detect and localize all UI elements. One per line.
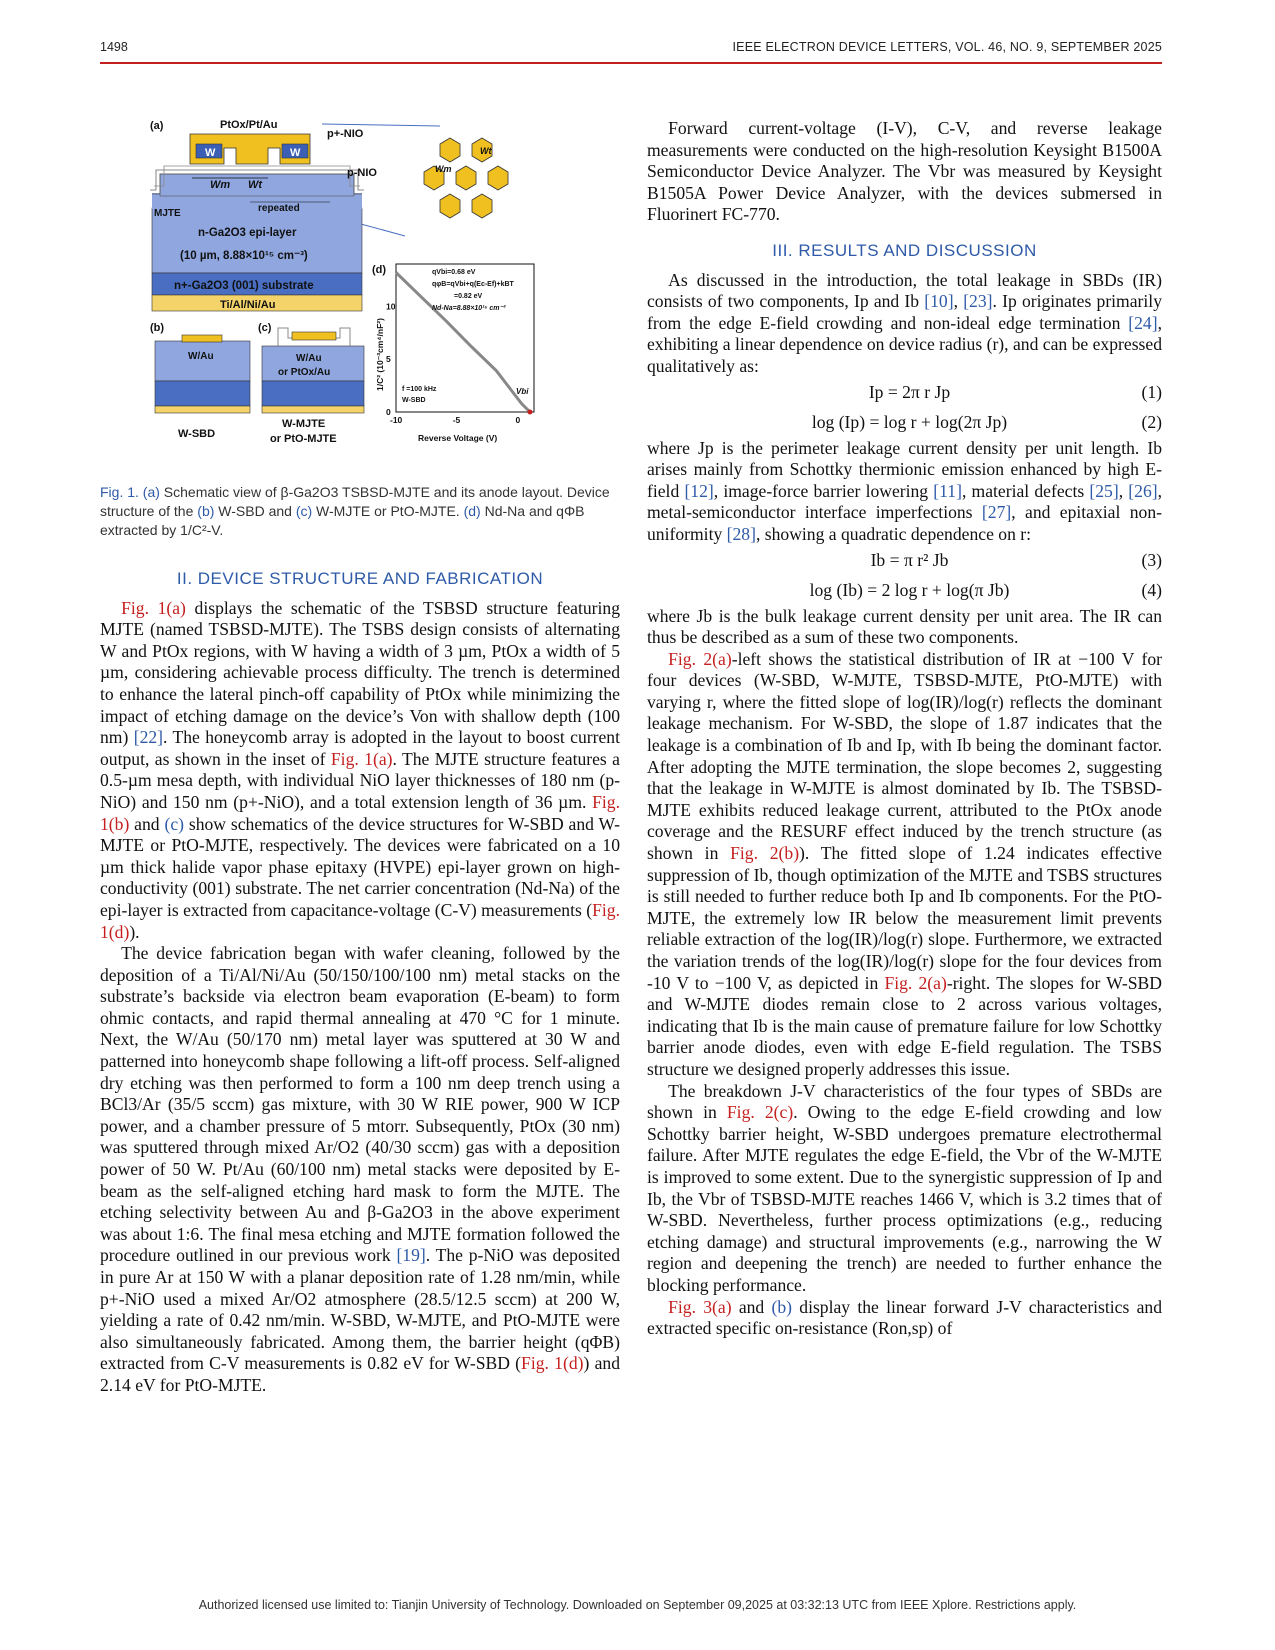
chart-d-xtick-label: 0 xyxy=(515,415,521,425)
chart-d-ytick-label: 10 xyxy=(386,301,396,312)
equation-2: log (Ip) = log r + log(2π Jp) (2) xyxy=(811,411,1162,432)
section-3-title: III. RESULTS AND DISCUSSION xyxy=(772,240,1037,260)
equation-4: log (Ib) = 2 log r + log(π Jb) (4) xyxy=(809,579,1162,600)
chart-d-vbi-point xyxy=(527,410,532,415)
w-label-2: W xyxy=(290,147,301,159)
fig-link[interactable]: Fig. 2(a) xyxy=(668,648,732,669)
epi-label: n-Ga2O3 epi-layer xyxy=(198,227,297,239)
fig-link[interactable]: Fig. 3(a) xyxy=(668,1296,732,1317)
wt-label: Wt xyxy=(248,179,263,191)
citation-link[interactable]: [25] xyxy=(1089,480,1119,501)
d-annot-1: qVbi=0.68 eV xyxy=(432,269,476,276)
citation-link[interactable]: [28] xyxy=(726,523,756,544)
chart-d-xtick-label: -10 xyxy=(390,415,403,425)
panel-a-label: (a) xyxy=(150,120,164,132)
paragraph: The breakdown J-V characteristics of the four types of SBDs are shown in Fig. 2(c). Owing to the edge E-field crowding and low Schottky barrier height, W-SBD undergoes premature electrothermal failure. After MJTE regulates the edge E-field, the Vbr of the W-MJTE is improved to some extent. Due to the synergistic suppression of Ip and Ib, the Vbr of TSBSD-MJTE reaches 1466 V, which is 3.2 times that of W-SBD. Nevertheless, further process optimizations (e.g., reducing etching damage) and structural improvements (e.g., narrowing the W region and deepening the trench) are needed to further enhance the blocking performance. xyxy=(647,1080,1162,1295)
d-annot-3: =0.82 eV xyxy=(454,293,483,300)
fig-link[interactable]: Fig. 1(d) xyxy=(100,899,620,942)
section-2-title: II. DEVICE STRUCTURE AND FABRICATION xyxy=(176,569,544,588)
citation-link[interactable]: [12] xyxy=(684,480,714,501)
panel-d-label: (d) xyxy=(372,264,387,276)
fig-link[interactable]: (c) xyxy=(164,813,184,834)
pplus-nio-label: p+-NIO xyxy=(327,128,364,140)
citation-link[interactable]: [24] xyxy=(1128,312,1158,333)
d-annot-4: Nd-Na=8.88×10¹⁵ cm⁻³ xyxy=(432,305,506,312)
d-annot-6: W-SBD xyxy=(402,397,426,404)
backside-label: Ti/Al/Ni/Au xyxy=(220,299,276,311)
d-ylabel: 1/C² (10⁻³cm⁴/nF²) xyxy=(375,318,385,391)
paragraph: where Jb is the bulk leakage current density per unit area. The IR can thus be described as a sum of these two components. xyxy=(647,605,1162,648)
citation-link[interactable]: [19] xyxy=(396,1245,426,1266)
hex-wt-label: Wt xyxy=(480,146,492,156)
b-metal-label: W/Au xyxy=(188,351,214,362)
honeycomb-inset xyxy=(424,138,508,218)
caption-d[interactable]: (d) xyxy=(463,503,481,519)
caption-fig-label: Fig. 1. xyxy=(100,484,139,500)
paragraph: Fig. 2(a)-left shows the statistical distribution of IR at −100 V for four devices (W-SBD, W-MJTE, TSBSD-MJTE, PtO-MJTE) with varying r, where the fitted slope of log(IR)/log(r) reflects the dominant leakage mechanism. For W-SBD, the slope of 1.87 indicates that the leakage is a combination of Ib and Ip, with Ib being the dominant factor. After adopting the MJTE termination, the slope becomes 2, suggesting that the leakage in W-MJTE is almost dominated by Ib. The TSBSD-MJTE exhibits reduced leakage current, attributed to the PtOx anode coverage and the RESURF effect induced by the trench structure (as shown in Fig. 2(b)). The fitted slope of 1.24 indicates effective suppression of Ib, though optimization of the MJTE and TSBS structures is still needed to further reduce both Ip and Ib components. For the PtO-MJTE, the extremely low IR below the measurement limit prevents reliable extraction of the log(IR)/log(r) slope. Furthermore, we extracted the variation trends of the log(IR)/log(r) slope for the four devices from -10 V to −100 V, as depicted in Fig. 2(a)-right. The slopes for W-SBD and W-MJTE diodes remain close to 2 across various voltages, indicating that Ib is the main cause of premature failure for low Schottky barrier anode diodes, even with edge E-field regulation. The TSBS structure we designed properly addresses this issue. xyxy=(647,648,1163,1079)
fig-link[interactable]: Fig. 2(a) xyxy=(884,972,947,993)
footer-license: Authorized licensed use limited to: Tianjin University of Technology. Downloaded on September 09,2025 at 03:32:13 UTC from IEEE Xplore. Restrictions apply. xyxy=(198,1598,1077,1612)
d-annot-5: f =100 kHz xyxy=(402,386,437,393)
paragraph: As discussed in the introduction, the total leakage in SBDs (IR) consists of two components, Ip and Ib [10], [23]. Ip originates primarily from the edge E-field crowding and non-ideal edge termination [24], exhibiting a linear dependence on device radius (r), and can be expressed qualitatively as: xyxy=(647,269,1162,376)
left-column xyxy=(100,568,620,1397)
wm-label: Wm xyxy=(210,179,231,191)
citation-link[interactable]: [22] xyxy=(133,727,164,748)
d-annot-2: qφB=qVbi+q(Ec-Ef)+kBT xyxy=(432,281,514,288)
header-rule xyxy=(100,62,1162,64)
equation-1: Ip = 2π r Jp (1) xyxy=(868,381,1162,402)
paragraph: The device fabrication began with wafer cleaning, followed by the deposition of a Ti/Al/Ni/Au (50/150/100/100 nm) metal stacks on the substrate’s backside via electron beam evaporation (E-beam) to form ohmic contacts, and rapid thermal annealing at 470 °C for 1 minute. Next, the W/Au (50/170 nm) metal layer was sputtered at 30 W and patterned into honeycomb shape following a lift-off process. Self-aligned dry etching was then performed to form a 100 nm deep trench using a BCl3/Ar (35/5 sccm) gas mixture, with 30 W RIE power, 900 W ICP power, and a chamber pressure of 5 mtorr. Subsequently, PtOx (30 nm) was sputtered through mixed Ar/O2 (40/30 sccm) gas with a deposition power of 50 W. Pt/Au (60/100 nm) metal stacks were deposited by E-beam as the self-aligned etching hard mask to form the MJTE. The etching selectivity between Au and β-Ga2O3 in the above experiment was about 1:6. The final mesa etching and MJTE formation followed the procedure outlined in our previous work [19]. The p-NiO was deposited in pure Ar at 150 W with a planar deposition rate of 1.28 nm/min, while p+-NiO used a mixed Ar/O2 atmosphere (28.5/12.5 sccm) at 200 W, yielding a rate of 0.42 nm/min. W-SBD, W-MJTE, and PtO-MJTE were also simultaneously fabricated. Among them, the barrier height (qΦB) extracted from C-V measurements is 0.82 eV for W-SBD (Fig. 1(d)) and 2.14 eV for PtO-MJTE. xyxy=(100,943,620,1395)
anode-label: PtOx/Pt/Au xyxy=(220,119,278,131)
mjte-label: MJTE xyxy=(154,208,181,219)
figure-1-caption xyxy=(100,483,625,540)
d-vbi-label: Vbi xyxy=(516,387,529,396)
citation-link[interactable]: [26] xyxy=(1128,480,1158,501)
epi-spec-label: (10 µm, 8.88×10¹⁵ cm⁻³) xyxy=(180,250,308,262)
citation-link[interactable]: [23] xyxy=(963,291,993,312)
panel-b-label: (b) xyxy=(150,322,165,334)
wsbd-label: W-SBD xyxy=(178,428,216,440)
chart-d-ytick-label: 5 xyxy=(386,354,391,365)
caption-b[interactable]: (b) xyxy=(197,503,215,519)
right-column xyxy=(647,118,1162,1340)
panel-c-label: (c) xyxy=(258,322,272,334)
p-nio-label: p-NIO xyxy=(347,167,377,179)
chart-d-xtick-label: -5 xyxy=(452,415,461,425)
citation-link[interactable]: [10] xyxy=(924,291,954,312)
c-metal-label: W/Au xyxy=(296,353,322,364)
fig-link[interactable]: Fig. 2(c) xyxy=(726,1102,794,1123)
wmjte-label: W-MJTE xyxy=(282,418,326,430)
caption-text-3: W-MJTE or PtO-MJTE. xyxy=(312,503,464,519)
w-label-1: W xyxy=(205,147,216,159)
c-or-label: or PtOx/Au xyxy=(278,367,331,378)
paragraph: Forward current-voltage (I-V), C-V, and reverse leakage measurements were conducted on the high-resolution Keysight B1500A Semiconductor Device Analyzer. The Vbr was measured by Keysight B1505A Power Device Analyzer, with the devices submersed in Fluorinert FC-770. xyxy=(647,118,1162,225)
fig-link[interactable]: Fig. 1(a) xyxy=(121,597,186,618)
caption-text-4: Nd-Na and qΦB extracted by 1/C²-V. xyxy=(100,503,585,538)
caption-a[interactable]: (a) xyxy=(142,484,160,500)
substrate-label: n+-Ga2O3 (001) substrate xyxy=(174,280,314,292)
figure-1 xyxy=(150,116,570,471)
caption-text-2: W-SBD and xyxy=(214,503,296,519)
page-number: 1498 xyxy=(100,40,128,54)
citation-link[interactable]: [27] xyxy=(981,502,1012,523)
repeated-label: repeated xyxy=(258,203,300,214)
chart-d-ytick-label: 0 xyxy=(386,407,391,417)
hex-wm-label: Wm xyxy=(435,164,452,174)
equation-3: Ib = π r² Jb (3) xyxy=(870,549,1162,570)
fig-link[interactable]: Fig. 1(b) xyxy=(100,791,620,834)
paragraph: Fig. 1(a) displays the schematic of the TSBSD structure featuring MJTE (named TSBSD-MJTE). The TSBS design consists of alternating W and PtOx regions, with W having a width of 3 µm, PtOx a width of 5 µm, considering achievable process difficulty. The trench is determined to enhance the lateral pinch-off capability of PtOx while minimizing the impact of etching damage on the device’s Von with shallow depth (100 nm) [22]. The honeycomb array is adopted in the layout to boost current output, as shown in the inset of Fig. 1(a). The MJTE structure features a 0.5-µm mesa depth, with individual NiO layer thicknesses of 180 nm (p-NiO) and 150 nm (p+-NiO), and a total extension length of 36 µm. Fig. 1(b) and (c) show schematics of the device structures for W-SBD and W-MJTE or PtO-MJTE, respectively. The devices were fabricated on a 10 µm thick halide vapor phase epitaxy (HVPE) epi-layer grown on high-conductivity (001) substrate. The net carrier concentration (Nd-Na) of the epi-layer is extracted from capacitance-voltage (C-V) measurements (Fig. 1(d)). xyxy=(100,597,620,942)
caption-text-1: Schematic view of β-Ga2O3 TSBSD-MJTE and its anode layout. Device structure of the xyxy=(100,484,610,519)
fig-link[interactable]: (b) xyxy=(771,1296,793,1317)
journal-header: IEEE ELECTRON DEVICE LETTERS, VOL. 46, NO. 9, SEPTEMBER 2025 xyxy=(732,40,1162,54)
fig-link[interactable]: Fig. 2(b) xyxy=(730,843,800,864)
d-xlabel: Reverse Voltage (V) xyxy=(418,433,498,443)
caption-c[interactable]: (c) xyxy=(295,503,313,519)
paragraph: Fig. 3(a) and (b) display the linear forward J-V characteristics and extracted specific on-resistance (Ron,sp) of xyxy=(647,1296,1163,1339)
paragraph: where Jp is the perimeter leakage current density per unit length. Ib arises mainly from Schottky thermionic emission enhanced by high E-field [12], image-force barrier lowering [11], material defects [25], [26], metal-semiconductor interface imperfections [27], and epitaxial non-uniformity [28], showing a quadratic dependence on r: xyxy=(647,437,1163,544)
or-ptomjte-label: or PtO-MJTE xyxy=(270,433,337,445)
epi-layer xyxy=(152,208,362,273)
fig-link[interactable]: Fig. 1(a) xyxy=(330,748,393,769)
citation-link[interactable]: [11] xyxy=(933,480,962,501)
fig-link[interactable]: Fig. 1(d) xyxy=(521,1353,584,1374)
